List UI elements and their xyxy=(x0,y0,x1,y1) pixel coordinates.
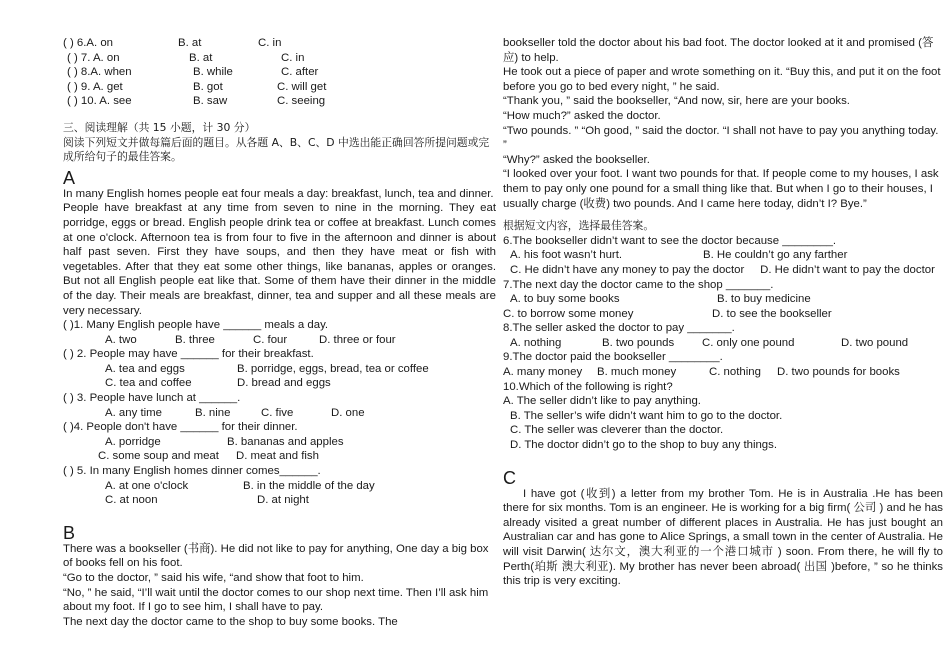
section-heading: 三、阅读理解（共 15 小题，计 30 分） xyxy=(63,120,256,134)
question-options xyxy=(63,449,496,464)
passage-b-paragraph: “Why?” asked the bookseller. xyxy=(503,153,650,166)
cloze-stem: ( ) 6.A. on xyxy=(63,37,114,49)
question-options xyxy=(503,307,943,322)
option: C. The seller was cleverer than the doctor. xyxy=(510,424,724,437)
passage-a-paragraph: In many English homes people eat four meals a day: breakfast, lunch, tea and dinner. xyxy=(63,187,494,200)
question-stem: 9.The doctor paid the bookseller ________. xyxy=(503,351,723,364)
passage-b-paragraph: The next day the doctor came to the shop to buy some books. The xyxy=(63,615,398,628)
option: A. his foot wasn’t hurt. xyxy=(510,249,623,262)
question-stem: 7.The next day the doctor came to the shop _______. xyxy=(503,278,774,291)
question-options xyxy=(503,292,943,307)
option: C. tea and coffee xyxy=(105,377,192,390)
question-options xyxy=(503,248,943,263)
passage-b-paragraph: “I looked over your foot. I want two pounds for that. If people come to my houses, I ask them to pay only one pound for a small thing like that. But when I go to their houses, I usually charge (收费) two pounds. And I came here today, didn’t I? Bye.” xyxy=(503,168,939,210)
option: D. bread and eggs xyxy=(237,377,331,390)
cloze-option: B. while xyxy=(193,66,233,79)
option: B. two pounds xyxy=(602,336,675,349)
option: A. porridge xyxy=(105,435,161,448)
option: A. many money xyxy=(503,366,583,379)
cloze-option: B. at xyxy=(178,37,202,49)
section-instruction: 阅读下列短文并做每篇后面的题目。从各题 A、B、C、D 中选出能正确回答所提问题或完成所给句子的最佳答案。 xyxy=(63,135,490,164)
question-options xyxy=(63,333,496,348)
question-options xyxy=(63,376,496,391)
question-stem: ( ) 5. In many English homes dinner comes______. xyxy=(63,465,321,478)
passage-b-paragraph: “Two pounds. ” “Oh good, ” said the doctor. “I shall not have to pay you anything today. ” xyxy=(503,124,939,152)
passage-b-paragraph: “Thank you, ” said the bookseller, “And now, sir, here are your books. xyxy=(503,95,850,108)
passage-b-instruction: 根据短文内容，选择最佳答案。 xyxy=(503,219,655,233)
cloze-stem: ( ) 10. A. see xyxy=(67,95,132,108)
option: A. at one o'clock xyxy=(105,479,189,492)
passage-b-paragraph: bookseller told the doctor about his bad foot. The doctor looked at it and promised (答应) to help. xyxy=(503,37,934,64)
option: A. to buy some books xyxy=(510,293,620,306)
cloze-item xyxy=(63,80,496,95)
option: C. only one pound xyxy=(702,336,795,349)
option: D. two pounds for books xyxy=(777,366,900,379)
passage-b-paragraph: “Go to the doctor, ” said his wife, “and show that foot to him. xyxy=(63,572,364,584)
cloze-option: B. at xyxy=(189,51,213,64)
option: B. The seller’s wife didn’t want him to go to the doctor. xyxy=(510,409,783,422)
question-options xyxy=(503,336,943,351)
passage-b-paragraph: He took out a piece of paper and wrote something on it. “Buy this, and put it on the foot before you go to bed every night, ” he said. xyxy=(503,66,941,93)
question-options xyxy=(503,365,943,380)
cloze-item xyxy=(63,94,496,109)
passage-a-paragraph: People have breakfast at any time from seven to nine in the morning. They eat porridge, eggs or bread. English people drink tea or coffee at breakfast. Lunch comes at one o'clock. Afternoon tea is from four to five in the afternoon and dinner is about half past seven. First they have soups, and then they have meat or fish with vegetables. After that they eat some other things, like bananas, apples or oranges. But not all English people eat like that. Some of them have their dinner in the middle of the day. Their meals are breakfast, dinner, tea and supper and all these meals are very necessary. xyxy=(63,202,496,317)
question-options xyxy=(63,435,496,450)
question-options xyxy=(63,479,496,494)
question-stem: ( )4. People don't have ______ for their dinner. xyxy=(63,421,298,434)
cloze-option: B. got xyxy=(193,80,223,93)
option: A. The seller didn’t like to pay anything. xyxy=(503,395,701,408)
option: C. five xyxy=(261,406,294,419)
option: D. one xyxy=(331,406,365,419)
question-options xyxy=(63,406,496,421)
option: A. tea and eggs xyxy=(105,362,185,375)
passage-a-label: A xyxy=(63,167,76,188)
cloze-item xyxy=(63,65,496,80)
option: A. nothing xyxy=(510,336,562,349)
cloze-item xyxy=(63,51,496,66)
left-column xyxy=(63,36,496,629)
option: C. some soup and meat xyxy=(98,450,219,463)
option: D. The doctor didn’t go to the shop to buy any things. xyxy=(510,439,778,452)
option: C. at noon xyxy=(105,494,158,507)
option: B. to buy medicine xyxy=(717,293,811,306)
option: D. He didn’t want to pay the doctor xyxy=(760,263,935,276)
passage-c-label: C xyxy=(503,467,516,488)
passage-b-paragraph: There was a bookseller (书商). He did not like to pay for anything, One day a big box of books fell on his foot. xyxy=(63,542,489,570)
cloze-tail xyxy=(63,36,496,109)
question-stem: ( ) 2. People may have ______ for their breakfast. xyxy=(63,348,314,361)
option: A. any time xyxy=(105,406,162,419)
cloze-option: C. in xyxy=(281,51,305,64)
option: D. to see the bookseller xyxy=(712,307,832,320)
cloze-option: C. in xyxy=(258,37,282,49)
question-options xyxy=(63,493,496,508)
passage-a-questions xyxy=(63,318,496,508)
cloze-option: C. after xyxy=(281,66,319,79)
option: D. three or four xyxy=(319,333,396,346)
passage-c-text: I have got (收到) a letter from my brother Tom. He is in Australia .He has been there for six months. Tom is an engineer. He is working for a big firm( 公司 ) and he has already visited a great number of different places in Australia. He has just bought an Australian car and has gone to Alice Springs, a small town in the center of Australia. He will visit Darwin( 达尔文，澳大利亚的一个港口城市 ) soon. From there, he will fly to Perth(珀斯 澳大利亚). My brother has never been abroad( 出国 )before, ” so he thinks this trip is very exciting. xyxy=(503,487,943,588)
option: B. much money xyxy=(597,366,677,379)
cloze-option: B. saw xyxy=(193,95,228,108)
option: C. nothing xyxy=(709,366,761,379)
option: C. to borrow some money xyxy=(503,307,634,320)
question-stem: 6.The bookseller didn’t want to see the doctor because ________. xyxy=(503,234,837,247)
passage-b-questions xyxy=(503,234,943,453)
right-column xyxy=(503,36,943,589)
option: D. two pound xyxy=(841,336,909,349)
question-options xyxy=(503,263,943,278)
question-stem: ( ) 3. People have lunch at ______. xyxy=(63,392,241,405)
cloze-stem: ( ) 9. A. get xyxy=(67,80,123,93)
option: A. two xyxy=(105,333,137,346)
passage-b-label: B xyxy=(63,522,76,543)
option: B. nine xyxy=(195,406,231,419)
option: C. He didn’t have any money to pay the doctor xyxy=(510,263,745,276)
option: C. four xyxy=(253,333,288,346)
cloze-option: C. will get xyxy=(277,80,327,93)
option: B. porridge, eggs, bread, tea or coffee xyxy=(237,362,429,375)
cloze-item xyxy=(63,36,496,51)
question-stem: ( )1. Many English people have ______ meals a day. xyxy=(63,319,329,332)
question-stem: 10.Which of the following is right? xyxy=(503,380,673,393)
question-options xyxy=(63,362,496,377)
cloze-stem: ( ) 8.A. when xyxy=(67,66,132,79)
option: D. meat and fish xyxy=(236,450,319,463)
option: D. at night xyxy=(257,494,309,507)
passage-b-paragraph: “No, ” he said, “I’ll wait until the doctor comes to our shop next time. Then I’ll ask him about my foot. If I go to see him, I shall have to pay. xyxy=(63,586,489,614)
option: B. three xyxy=(175,333,215,346)
passage-b-paragraph: “How much?” asked the doctor. xyxy=(503,109,661,122)
cloze-option: C. seeing xyxy=(277,95,326,108)
question-stem: 8.The seller asked the doctor to pay _______. xyxy=(503,322,735,335)
option: B. bananas and apples xyxy=(227,435,344,448)
option: B. in the middle of the day xyxy=(243,479,375,492)
option: B. He couldn’t go any farther xyxy=(703,249,848,262)
cloze-stem: ( ) 7. A. on xyxy=(67,51,120,64)
